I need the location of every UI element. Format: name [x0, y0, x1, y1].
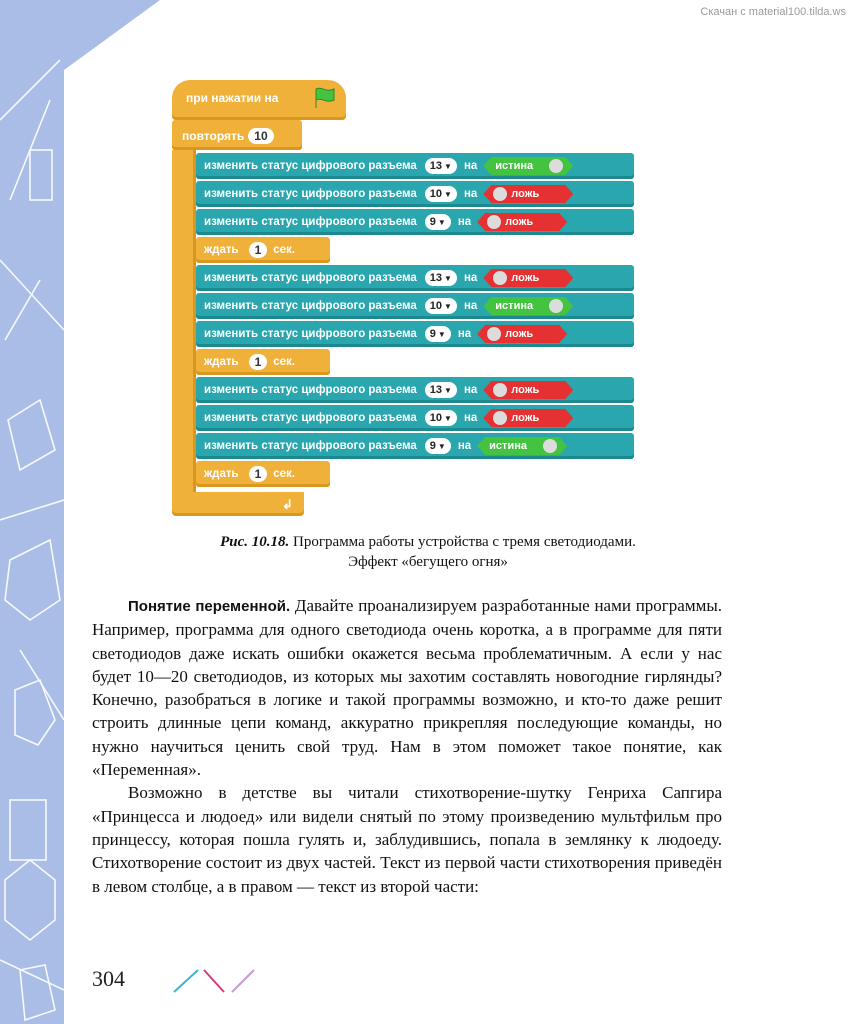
wait-block[interactable] — [196, 461, 330, 487]
dropdown-arrow-icon: ▼ — [444, 189, 452, 199]
na-label: на — [463, 272, 478, 284]
pin-dropdown[interactable] — [425, 382, 457, 398]
pin-value: 9 — [429, 440, 436, 452]
loop-arrow-icon: ↲ — [282, 497, 293, 512]
na-label: на — [463, 160, 478, 172]
digital-write-label: изменить статус цифрового разъема — [204, 384, 417, 396]
dropdown-arrow-icon: ▼ — [437, 441, 446, 451]
boolean-toggle[interactable] — [477, 437, 567, 455]
pin-value: 9 — [429, 328, 436, 340]
na-label: на — [463, 300, 478, 312]
digital-write-label: изменить статус цифрового разъема — [204, 328, 417, 340]
digital-write-label: изменить статус цифрового разъема — [204, 272, 417, 284]
wait-value[interactable]: 1 — [249, 354, 268, 370]
pin-value: 13 — [429, 272, 443, 284]
dropdown-arrow-icon: ▼ — [444, 413, 452, 423]
pin-dropdown[interactable] — [425, 214, 451, 230]
pin-dropdown[interactable] — [425, 186, 457, 202]
digital-write-block[interactable] — [196, 377, 634, 403]
pin-dropdown[interactable] — [425, 326, 451, 342]
digital-write-label: изменить статус цифрового разъема — [204, 300, 417, 312]
boolean-toggle[interactable] — [483, 381, 573, 399]
digital-write-block[interactable] — [196, 209, 634, 235]
page-number: 304 — [92, 966, 125, 991]
pin-dropdown[interactable] — [425, 410, 457, 426]
pin-dropdown[interactable] — [425, 438, 451, 454]
digital-write-block[interactable] — [196, 293, 634, 319]
scratch-program — [172, 80, 642, 520]
wait-label: ждать — [204, 468, 239, 480]
paragraph-1-text: Давайте проанализируем разработанные нами программы. Например, программа для одного светодиода очень коротка, а в программе для пяти светодиодов даже искать ошибки окажется весьма проблематичным. А если у нас будет 10—20 светодиодов, из которых мы захотим составлять новогодние гирлянды? Конечно, разобраться в логике и такой программы возможно, и кто-то даже решит строить длинные цепи команд, аккуратно прикрепляя последующие команды, но нужно научиться ценить свой труд. Нам в этом поможет такое понятие, как «Переменная». — [92, 596, 723, 780]
when-flag-clicked-block[interactable] — [172, 80, 346, 120]
pin-dropdown[interactable] — [425, 158, 457, 174]
digital-write-label: изменить статус цифрового разъема — [204, 440, 417, 452]
boolean-toggle[interactable] — [477, 325, 567, 343]
pin-value: 9 — [429, 216, 436, 228]
wait-unit: сек. — [273, 356, 295, 368]
paragraph-2: Возможно в детстве вы читали стихотворение-шутку Генриха Сапгира «Принцесса и людоед» или видели снятый по этому произведению мультфильм про принцессу, которая пошла гулять и, заблудившись, попала в землянку к людоеду. Стихотворение состоит из двух частей. Текст из первой части стихотворения приведён в левом столбце, а в правом — текст из второй части: — [92, 783, 722, 896]
toggle-value: ложь — [505, 328, 534, 340]
figure-number: Рис. 10.18. — [220, 534, 290, 550]
digital-write-block[interactable] — [196, 433, 634, 459]
dropdown-arrow-icon: ▼ — [444, 385, 452, 395]
section-heading: Понятие переменной. — [128, 598, 291, 615]
boolean-toggle[interactable] — [477, 213, 567, 231]
wait-block[interactable] — [196, 349, 330, 375]
na-label: на — [457, 440, 472, 452]
toggle-value: ложь — [511, 412, 540, 424]
repeat-arm — [172, 150, 196, 500]
caption-line-2: Эффект «бегущего огня» — [348, 554, 508, 570]
repeat-text: повторять — [182, 129, 245, 143]
body-text — [92, 594, 722, 898]
pin-value: 13 — [429, 160, 443, 172]
dropdown-arrow-icon: ▼ — [444, 301, 452, 311]
slash-decoration-icon — [172, 968, 262, 994]
na-label: на — [463, 412, 478, 424]
pin-dropdown[interactable] — [425, 298, 457, 314]
digital-write-block[interactable] — [196, 321, 634, 347]
digital-write-block[interactable] — [196, 181, 634, 207]
geometric-pattern-icon — [0, 0, 64, 1024]
toggle-value: истина — [495, 160, 534, 172]
dropdown-arrow-icon: ▼ — [444, 273, 452, 283]
boolean-toggle[interactable] — [483, 297, 573, 315]
na-label: на — [457, 216, 472, 228]
decorative-side-panel — [0, 0, 64, 1024]
pin-value: 10 — [429, 412, 443, 424]
dropdown-arrow-icon: ▼ — [437, 217, 446, 227]
toggle-value: ложь — [511, 272, 540, 284]
watermark: Скачан с material100.tilda.ws — [700, 6, 846, 18]
green-flag-icon — [312, 86, 338, 110]
digital-write-block[interactable] — [196, 153, 634, 179]
digital-write-label: изменить статус цифрового разъема — [204, 216, 417, 228]
digital-write-block[interactable] — [196, 405, 634, 431]
wait-unit: сек. — [273, 468, 295, 480]
toggle-value: ложь — [505, 216, 534, 228]
repeat-block[interactable] — [172, 120, 302, 150]
digital-write-label: изменить статус цифрового разъема — [204, 188, 417, 200]
repeat-end — [172, 492, 304, 516]
pin-value: 10 — [429, 300, 443, 312]
wait-label: ждать — [204, 356, 239, 368]
digital-write-label: изменить статус цифрового разъема — [204, 412, 417, 424]
repeat-count[interactable]: 10 — [248, 128, 273, 144]
na-label: на — [463, 188, 478, 200]
toggle-value: ложь — [511, 188, 540, 200]
wait-label: ждать — [204, 244, 239, 256]
toggle-value: истина — [489, 440, 527, 452]
paragraph-1 — [92, 594, 722, 781]
boolean-toggle[interactable] — [483, 185, 573, 203]
wait-unit: сек. — [273, 244, 295, 256]
toggle-value: истина — [495, 300, 534, 312]
figure-caption — [100, 532, 756, 572]
dropdown-arrow-icon: ▼ — [437, 329, 446, 339]
wait-value[interactable]: 1 — [249, 242, 268, 258]
dropdown-arrow-icon: ▼ — [444, 161, 452, 171]
repeat-label — [182, 128, 274, 144]
caption-line-1: Программа работы устройства с тремя светодиодами. — [293, 534, 636, 550]
boolean-toggle[interactable] — [483, 157, 573, 175]
pin-value: 13 — [429, 384, 443, 396]
pin-dropdown[interactable] — [425, 270, 457, 286]
wait-value[interactable]: 1 — [249, 466, 268, 482]
na-label: на — [463, 384, 478, 396]
boolean-toggle[interactable] — [483, 409, 573, 427]
na-label: на — [457, 328, 472, 340]
wait-block[interactable] — [196, 237, 330, 263]
corner-fold-icon — [0, 0, 160, 80]
toggle-value: ложь — [511, 384, 540, 396]
hat-label: при нажатии на — [186, 91, 279, 105]
boolean-toggle[interactable] — [483, 269, 573, 287]
digital-write-block[interactable] — [196, 265, 634, 291]
pin-value: 10 — [429, 188, 443, 200]
digital-write-label: изменить статус цифрового разъема — [204, 160, 417, 172]
